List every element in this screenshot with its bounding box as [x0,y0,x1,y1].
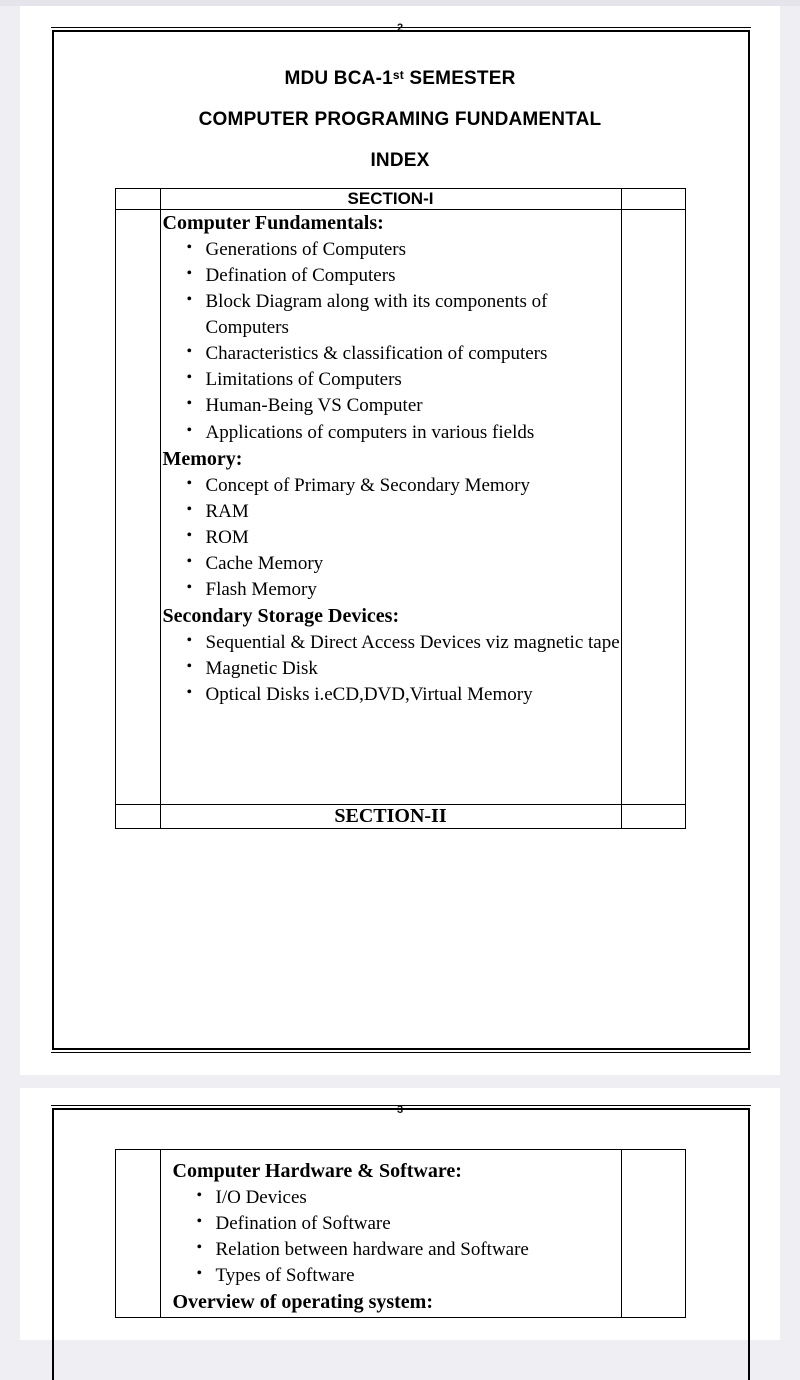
list-item: • Sequential & Direct Access Devices viz magnetic tape [161,630,621,656]
document-page-2 [20,1088,780,1340]
list-item: • Applications of computers in various fields [161,420,621,446]
section-heading-2: SECTION-II [160,805,621,829]
list-memory [161,473,621,603]
list-computer-hardware-software [171,1185,613,1289]
title-semester-suffix: SEMESTER [403,68,516,89]
list-item: • Human-Being VS Computer [161,393,621,419]
page-number-1: 2 [396,22,404,34]
list-item: • Block Diagram along with its components of Computers [161,289,621,341]
list-item: • Generations of Computers [161,237,621,263]
page-number-2: 3 [396,1104,404,1116]
page-title-subject: COMPUTER PROGRAMING FUNDAMENTAL [198,109,602,130]
page-title-index: INDEX [370,150,430,171]
list-secondary-storage-devices [161,630,621,708]
list-item: • Concept of Primary & Secondary Memory [161,473,621,499]
list-item: • Defination of Computers [161,263,621,289]
title-semester-text: MDU BCA-1 [284,68,393,89]
list-item: • Cache Memory [161,551,621,577]
list-item: • Relation between hardware and Software [171,1237,613,1263]
list-item: • Types of Software [171,1263,613,1289]
list-item: • Optical Disks i.eCD,DVD,Virtual Memory [161,682,621,708]
group-heading-computer-fundamentals: Computer Fundamentals: [162,212,384,234]
list-item: • I/O Devices [171,1185,613,1211]
list-computer-fundamentals [161,237,621,445]
list-item: • ROM [161,525,621,551]
document-page-1 [20,6,780,1075]
title-ordinal-suffix: st [392,68,404,82]
list-item: • Limitations of Computers [161,367,621,393]
group-heading-computer-hardware-software: Computer Hardware & Software: [172,1160,462,1182]
list-item: • Characteristics & classification of computers [161,341,621,367]
list-item: • RAM [161,499,621,525]
group-heading-secondary-storage-devices: Secondary Storage Devices: [162,604,400,627]
group-heading-overview-of-operating-system: Overview of operating system: [172,1291,433,1314]
group-heading-memory: Memory: [162,447,243,470]
section-heading-1: SECTION-I [160,189,621,210]
list-item: • Flash Memory [161,577,621,603]
list-item: • Magnetic Disk [161,656,621,682]
list-item: • Defination of Software [171,1211,613,1237]
